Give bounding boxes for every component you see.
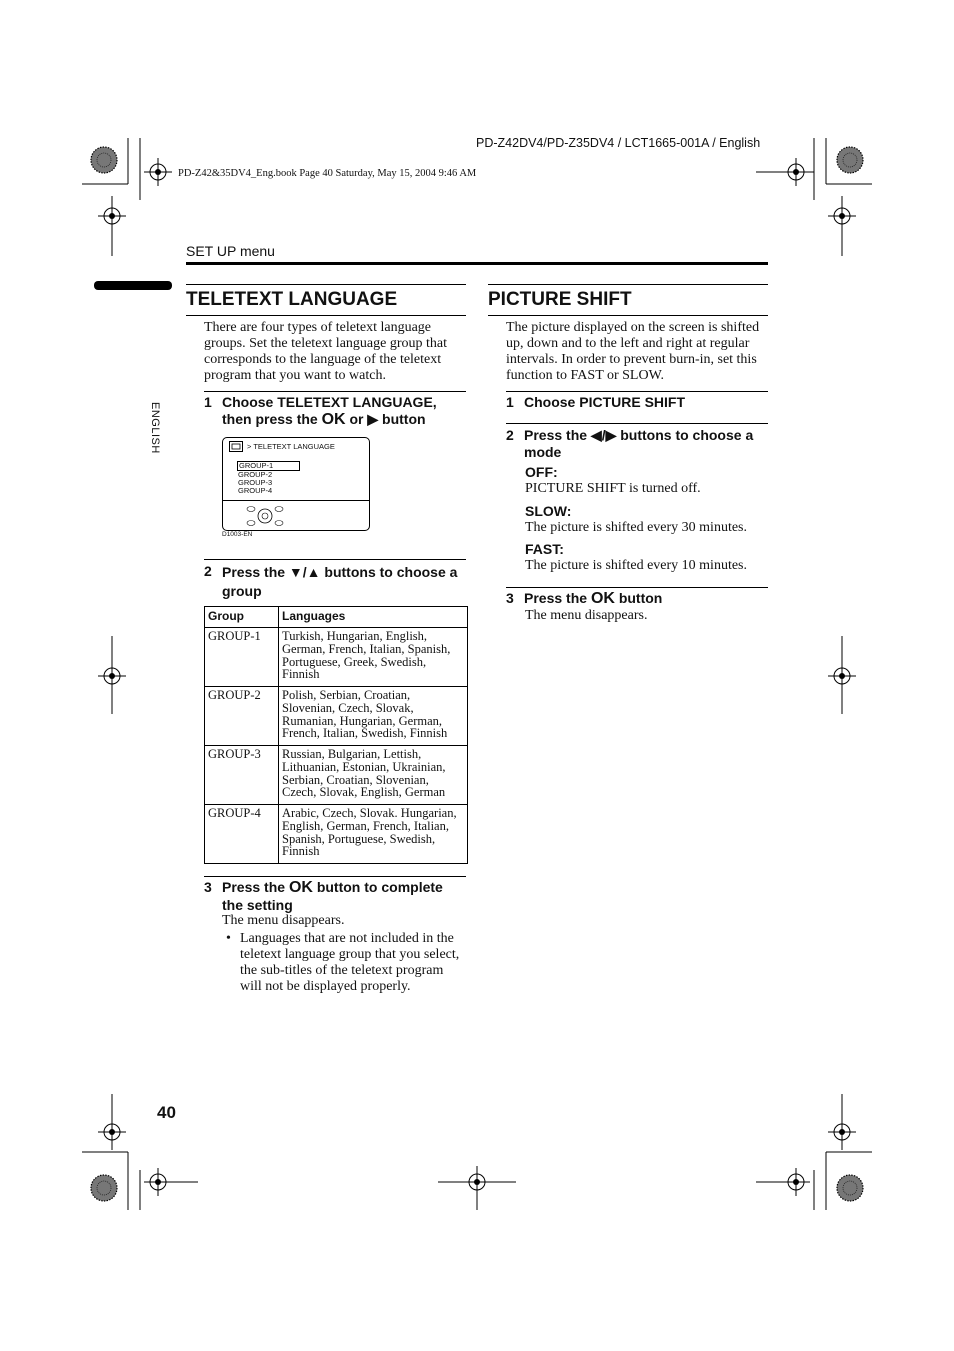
left-step-2	[204, 563, 466, 599]
table-cell-languages: Russian, Bulgarian, Lettish, Lithuanian, Estonian, Ukrainian, Serbian, Croatian, Slovenian, Czech, Slovak, English, German	[279, 746, 468, 805]
step3-post: button	[614, 590, 663, 606]
step1-line2-pre: then press the	[222, 410, 322, 427]
right-step3-rule	[506, 587, 768, 588]
left-step3-rule	[204, 876, 466, 877]
left-step2-rule	[204, 559, 466, 560]
step2-line1: Press the ◀/▶ buttons to choose a	[524, 427, 754, 443]
step3-pre: Press the	[524, 590, 591, 606]
mode-off-desc: PICTURE SHIFT is turned off.	[525, 481, 701, 496]
header-rule	[186, 262, 768, 265]
table-row	[205, 746, 468, 805]
mode-slow-term: SLOW:	[525, 503, 572, 519]
step2-line1: Press the ▼/▲ buttons to choose a	[222, 564, 458, 580]
left-step3-note: The menu disappears.	[222, 913, 345, 928]
bullet-marker: •	[226, 931, 231, 946]
tv-menu-icon	[229, 441, 243, 453]
ok-icon: OK	[590, 590, 615, 607]
left-step1-rule	[204, 391, 466, 392]
picture-shift-intro: The picture displayed on the screen is shifted up, down and to the left and right at regular intervals. In order to prevent burn-in, set this function to FAST or SLOW.	[506, 320, 760, 383]
table-cell-group: GROUP-3	[205, 746, 279, 805]
section-tab	[94, 281, 172, 290]
step-number: 2	[204, 563, 212, 579]
step3-line1-post: button to complete	[312, 879, 443, 895]
book-line: PD-Z42&35DV4_Eng.book Page 40 Saturday, May 15, 2004 9:46 AM	[178, 168, 477, 179]
left-step-3	[204, 879, 466, 913]
menu-figure-code: D1003-EN	[222, 531, 253, 538]
table-cell-group: GROUP-4	[205, 805, 279, 864]
step2-line2: group	[222, 583, 262, 599]
ok-icon: OK	[321, 410, 346, 428]
step3-line2: the setting	[222, 896, 293, 913]
step3-line1-pre: Press the	[222, 879, 289, 895]
mode-off-term: OFF:	[525, 464, 558, 480]
bullet-note: Languages that are not included in the teletext language group that you select, the sub-titles of the teletext program will not be displayed properly.	[240, 931, 460, 994]
menu-item-group-3: GROUP-3	[238, 478, 273, 487]
step-number: 1	[506, 394, 514, 410]
remote-dpad-icon	[245, 504, 285, 528]
right-step3-note: The menu disappears.	[525, 608, 648, 623]
table-header-row	[205, 607, 468, 628]
teletext-intro: There are four types of teletext language groups. Set the teletext language group that corresponds to the language of the teletext program that you want to watch.	[204, 320, 447, 383]
table-cell-languages: Polish, Serbian, Croatian, Slovenian, Czech, Slovak, Rumanian, Hungarian, German, French, Italian, Swedish, Finnish	[279, 687, 468, 746]
side-label: ENGLISH	[149, 402, 161, 454]
step1-text: Choose PICTURE SHIFT	[524, 394, 686, 410]
table-cell-languages: Arabic, Czech, Slovak. Hungarian, English, German, French, Italian, Spanish, Portuguese, Swedish, Finnish	[279, 805, 468, 864]
step-number: 2	[506, 427, 514, 443]
right-step-1	[506, 394, 768, 412]
menu-items	[238, 461, 300, 495]
section-label: SET UP menu	[186, 243, 275, 259]
table-row	[205, 687, 468, 746]
table-row	[205, 805, 468, 864]
step-number: 1	[204, 394, 212, 410]
table-cell-languages: Turkish, Hungarian, English, German, French, Italian, Spanish, Portuguese, Greek, Swedish, Finnish	[279, 628, 468, 687]
mode-fast-term: FAST:	[525, 541, 564, 557]
right-step-3	[506, 590, 768, 608]
menu-item-group-4: GROUP-4	[238, 486, 273, 495]
page-number: 40	[157, 1103, 176, 1122]
menu-separator	[223, 500, 369, 501]
table-header-languages: Languages	[279, 607, 468, 628]
mode-slow-desc: The picture is shifted every 30 minutes.	[525, 520, 747, 535]
table-row	[205, 628, 468, 687]
right-step1-rule	[506, 391, 768, 392]
teletext-language-title: TELETEXT LANGUAGE	[186, 289, 398, 310]
picture-shift-title: PICTURE SHIFT	[488, 289, 632, 310]
ok-icon: OK	[288, 879, 313, 896]
right-step2-rule	[506, 423, 768, 424]
right-title-rule-bottom	[488, 315, 768, 316]
teletext-menu-illustration	[222, 437, 370, 531]
step2-line2: mode	[524, 443, 562, 460]
step-number: 3	[506, 590, 514, 606]
table-cell-group: GROUP-1	[205, 628, 279, 687]
doc-id: PD-Z42DV4/PD-Z35DV4 / LCT1665-001A / English	[476, 136, 761, 150]
left-title-rule-bottom	[186, 315, 466, 316]
menu-title: > TELETEXT LANGUAGE	[247, 442, 335, 451]
step1-line1: Choose TELETEXT LANGUAGE,	[222, 394, 437, 410]
table-header-group: Group	[205, 607, 279, 628]
table-cell-group: GROUP-2	[205, 687, 279, 746]
language-group-table	[204, 606, 468, 864]
step1-line2-post: or ▶ button	[345, 410, 426, 427]
step-number: 3	[204, 879, 212, 895]
menu-item-group-1: GROUP-1	[237, 461, 300, 471]
left-step-1	[204, 394, 466, 428]
mode-fast-desc: The picture is shifted every 10 minutes.	[525, 558, 747, 573]
menu-item-group-2: GROUP-2	[238, 470, 273, 479]
right-step-2	[506, 427, 768, 461]
